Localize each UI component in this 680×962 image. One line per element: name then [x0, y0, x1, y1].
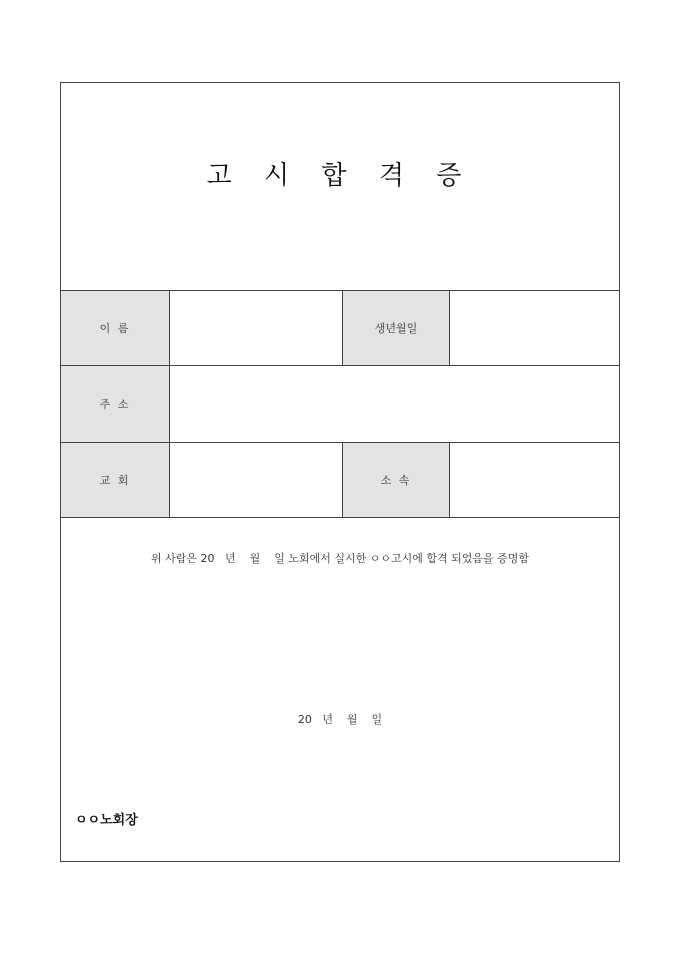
name-label: 이 름	[61, 291, 169, 365]
church-field[interactable]	[169, 443, 342, 517]
address-row	[61, 366, 619, 443]
address-field[interactable]	[169, 366, 620, 442]
birth-date-label: 생년월일	[342, 291, 449, 365]
address-label: 주 소	[61, 366, 169, 442]
title-section	[61, 83, 619, 291]
issue-date: 20 년 월 일	[297, 713, 383, 726]
affiliation-label: 소 속	[342, 443, 449, 517]
church-label: 교 회	[61, 443, 169, 517]
certificate-title: 고 시 합 격 증	[206, 161, 474, 191]
issuer-signature: ㅇㅇ노회장	[75, 813, 138, 828]
church-affiliation-row	[61, 443, 619, 518]
name-birth-row	[61, 291, 619, 366]
birth-date-field[interactable]	[449, 291, 620, 365]
name-field[interactable]	[169, 291, 342, 365]
affiliation-field[interactable]	[449, 443, 620, 517]
certificate-form	[60, 82, 620, 862]
certification-statement: 위 사람은 20 년 월 일 노회에서 실시한 ㅇㅇ고시에 합격 되었음을 증명함	[151, 552, 529, 565]
